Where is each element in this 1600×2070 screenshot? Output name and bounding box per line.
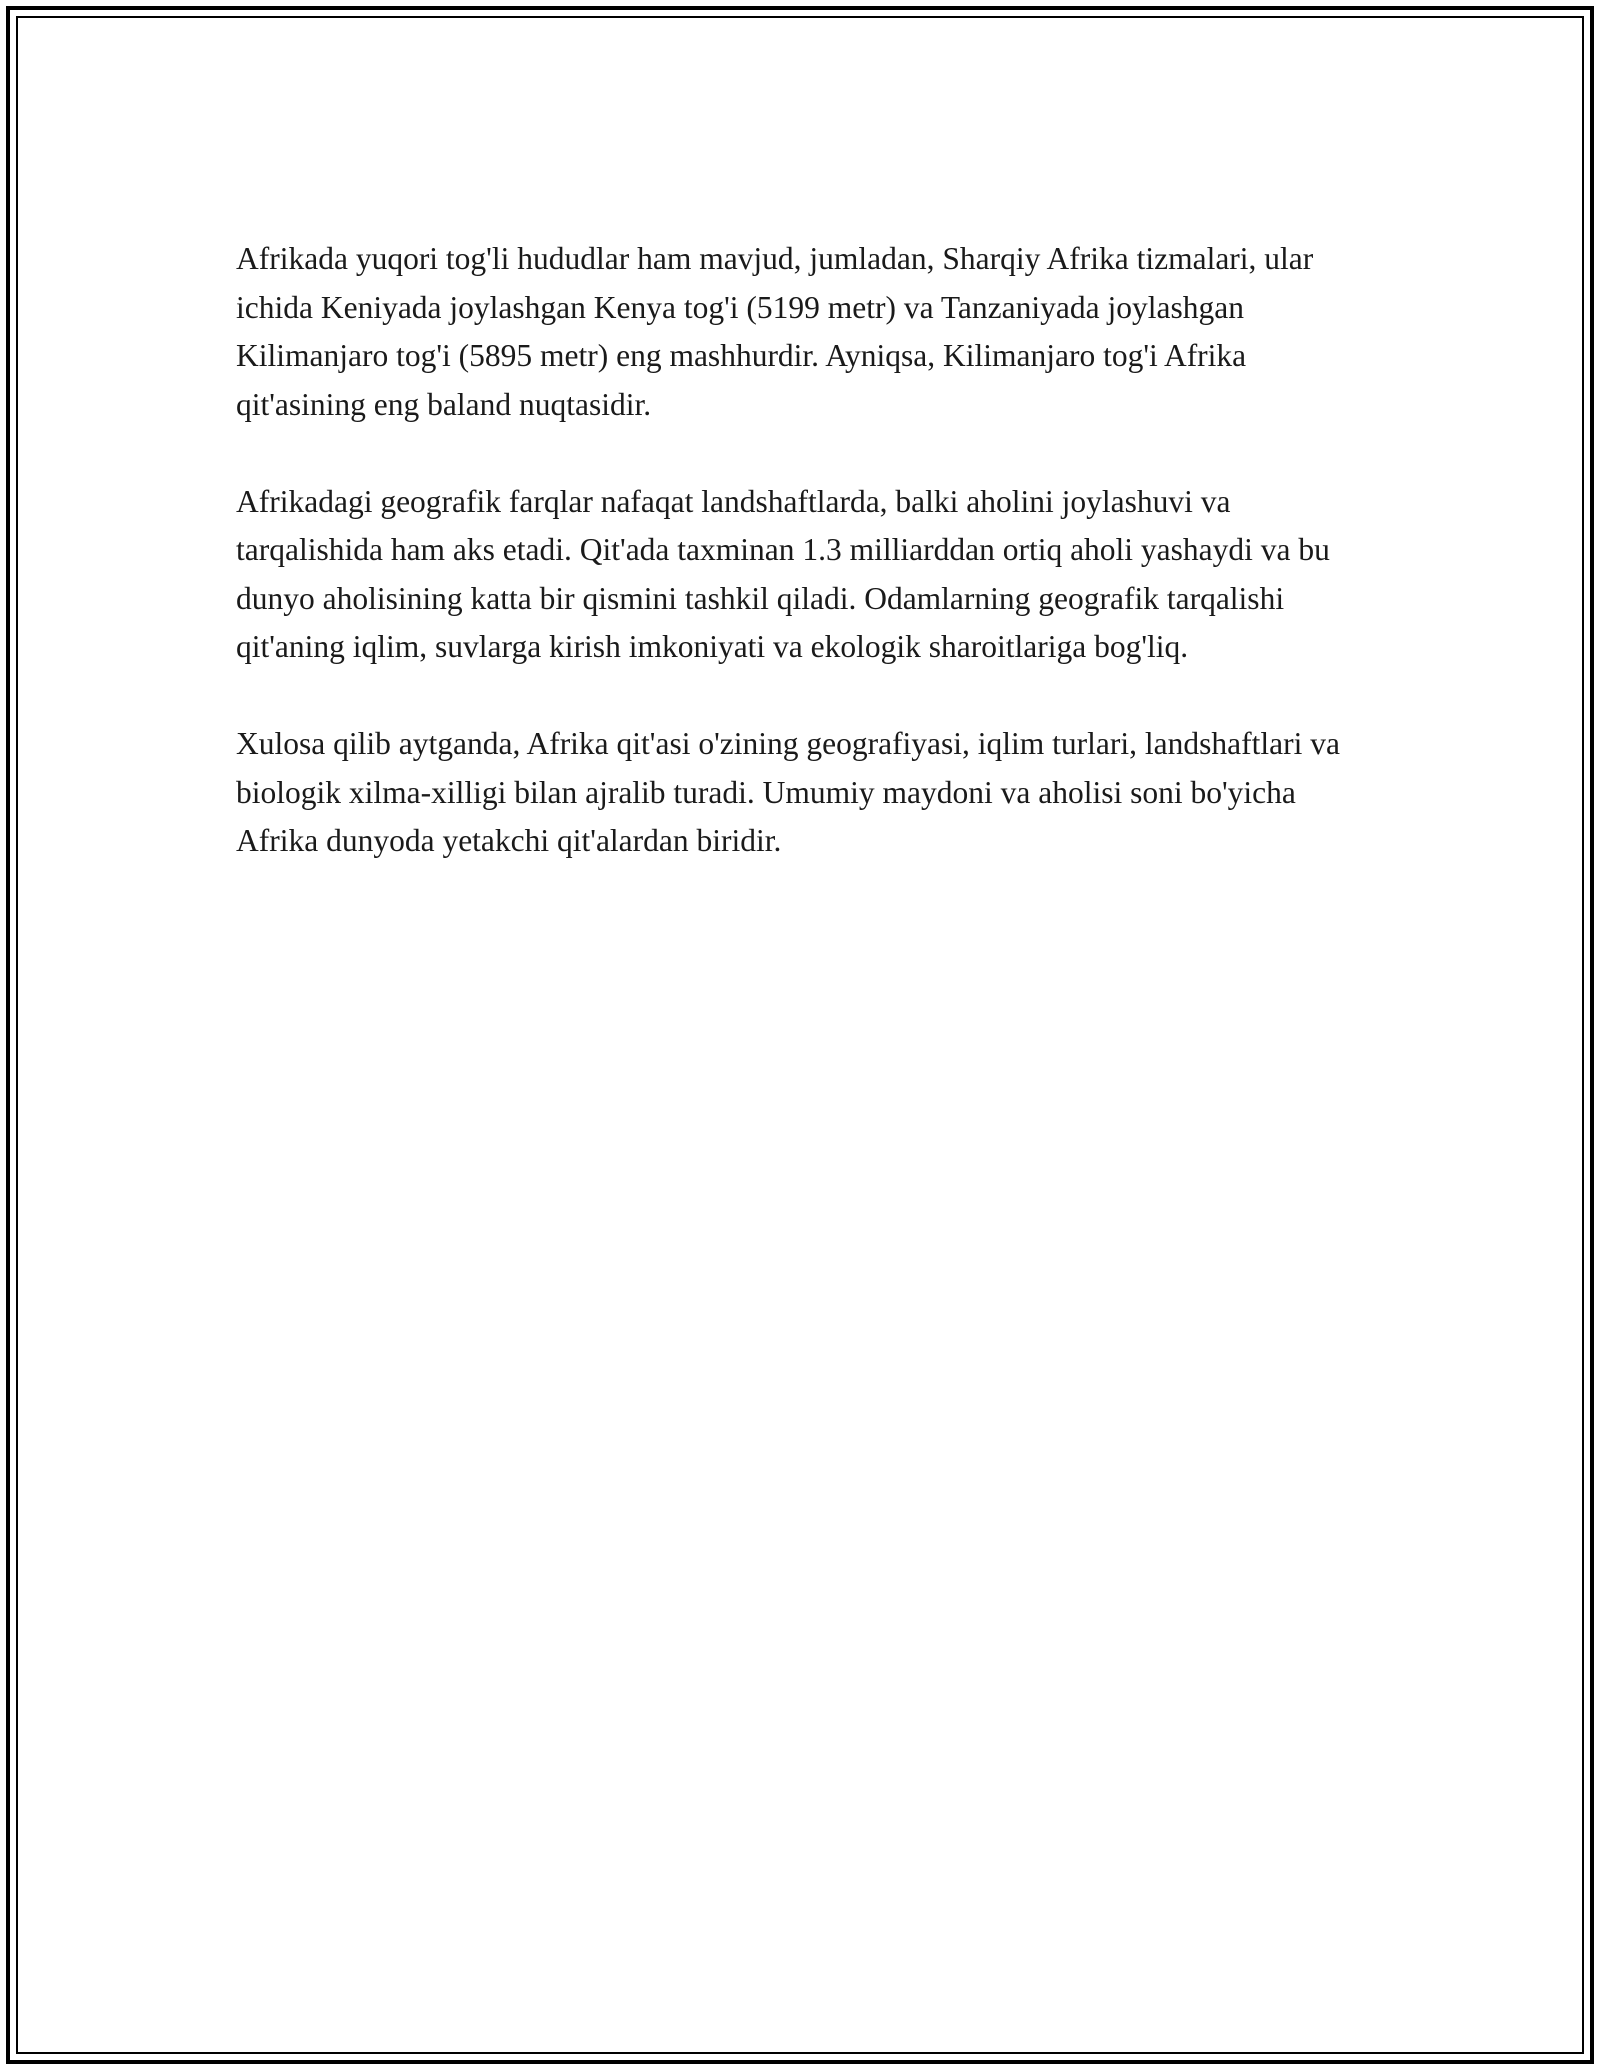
paragraph-population: Afrikadagi geografik farqlar nafaqat landshaftlarda, balki aholini joylashuvi va tarqalishida ham aks etadi. Qit'ada taxminan 1.3 milliarddan ortiq aholi yashaydi va bu dunyo aholisining katta bir qismini tashkil qiladi. Odamlarning geografik tarqalishi qit'aning iqlim, suvlarga kirish imkoniyati va ekologik sharoitlariga bog'liq. [236, 483, 1330, 664]
paragraph-conclusion: Xulosa qilib aytganda, Afrika qit'asi o'zining geografiyasi, iqlim turlari, landshaftlari va biologik xilma-xilligi bilan ajralib turadi. Umumiy maydoni va aholisi soni bo'yicha Afrika dunyoda yetakchi qit'alardan biridir. [236, 726, 1340, 858]
document-body [236, 235, 1366, 914]
paragraph-mountains: Afrikada yuqori tog'li hududlar ham mavjud, jumladan, Sharqiy Afrika tizmalari, ular ichida Keniyada joylashgan Kenya tog'i (5199 metr) va Tanzaniyada joylashgan Kilimanjaro tog'i (5895 metr) eng mashhurdir. Ayniqsa, Kilimanjaro tog'i Afrika qit'asining eng baland nuqtasidir. [236, 241, 1314, 422]
